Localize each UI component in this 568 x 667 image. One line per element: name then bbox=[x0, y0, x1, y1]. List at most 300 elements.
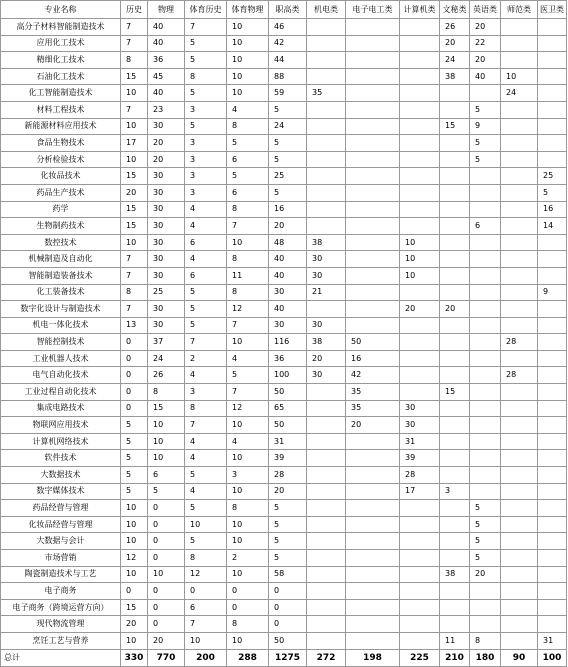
quota-cell bbox=[307, 301, 346, 318]
quota-cell bbox=[501, 599, 538, 616]
quota-cell: 5 bbox=[470, 533, 501, 550]
quota-cell bbox=[346, 433, 400, 450]
major-name-cell: 精细化工技术 bbox=[1, 52, 121, 69]
quota-cell: 3 bbox=[185, 101, 227, 118]
quota-cell bbox=[346, 616, 400, 633]
quota-cell: 15 bbox=[121, 599, 148, 616]
quota-cell bbox=[400, 151, 440, 168]
quota-cell bbox=[501, 384, 538, 401]
quota-cell bbox=[307, 68, 346, 85]
quota-cell: 3 bbox=[227, 467, 269, 484]
quota-cell: 0 bbox=[121, 384, 148, 401]
quota-cell bbox=[538, 135, 567, 152]
quota-cell bbox=[538, 101, 567, 118]
quota-cell: 6 bbox=[470, 218, 501, 235]
major-name-cell: 数字媒体技术 bbox=[1, 483, 121, 500]
total-cell: 330 bbox=[121, 649, 148, 666]
table-row bbox=[1, 616, 567, 633]
quota-cell: 10 bbox=[121, 533, 148, 550]
quota-cell bbox=[470, 334, 501, 351]
total-cell: 180 bbox=[470, 649, 501, 666]
major-name-cell: 智能控制技术 bbox=[1, 334, 121, 351]
quota-cell bbox=[440, 350, 470, 367]
quota-cell: 5 bbox=[269, 151, 307, 168]
quota-cell: 24 bbox=[148, 350, 185, 367]
quota-cell bbox=[400, 52, 440, 69]
quota-cell bbox=[538, 350, 567, 367]
quota-cell: 36 bbox=[269, 350, 307, 367]
quota-cell bbox=[346, 583, 400, 600]
quota-cell: 5 bbox=[269, 516, 307, 533]
quota-cell bbox=[346, 251, 400, 268]
column-header: 历史 bbox=[121, 1, 148, 19]
quota-cell: 88 bbox=[269, 68, 307, 85]
quota-cell: 12 bbox=[227, 400, 269, 417]
quota-cell: 20 bbox=[148, 135, 185, 152]
major-name-cell: 机械制造及自动化 bbox=[1, 251, 121, 268]
quota-cell: 5 bbox=[227, 135, 269, 152]
quota-cell bbox=[307, 433, 346, 450]
quota-cell: 11 bbox=[227, 267, 269, 284]
quota-cell: 36 bbox=[148, 52, 185, 69]
quota-cell bbox=[346, 168, 400, 185]
quota-cell bbox=[440, 251, 470, 268]
quota-cell bbox=[538, 500, 567, 517]
quota-cell bbox=[346, 201, 400, 218]
quota-cell: 15 bbox=[121, 218, 148, 235]
column-header: 英语类 bbox=[470, 1, 501, 19]
quota-cell: 0 bbox=[148, 533, 185, 550]
quota-cell bbox=[400, 184, 440, 201]
quota-cell bbox=[307, 450, 346, 467]
quota-cell: 10 bbox=[227, 483, 269, 500]
quota-cell bbox=[538, 616, 567, 633]
quota-cell: 0 bbox=[148, 583, 185, 600]
quota-cell bbox=[346, 317, 400, 334]
quota-cell: 8 bbox=[148, 384, 185, 401]
quota-cell bbox=[346, 35, 400, 52]
quota-cell: 40 bbox=[148, 19, 185, 36]
quota-cell: 31 bbox=[269, 433, 307, 450]
quota-cell bbox=[400, 317, 440, 334]
quota-cell: 8 bbox=[227, 118, 269, 135]
quota-cell bbox=[501, 450, 538, 467]
quota-cell bbox=[346, 284, 400, 301]
quota-cell: 0 bbox=[121, 583, 148, 600]
column-header: 物理 bbox=[148, 1, 185, 19]
quota-cell bbox=[307, 400, 346, 417]
quota-cell: 10 bbox=[227, 52, 269, 69]
quota-cell: 30 bbox=[148, 184, 185, 201]
column-header: 职高类 bbox=[269, 1, 307, 19]
quota-cell: 16 bbox=[269, 201, 307, 218]
quota-cell: 10 bbox=[121, 118, 148, 135]
quota-cell bbox=[538, 533, 567, 550]
quota-cell: 30 bbox=[148, 234, 185, 251]
quota-cell bbox=[538, 251, 567, 268]
quota-cell: 10 bbox=[227, 68, 269, 85]
quota-cell: 2 bbox=[185, 350, 227, 367]
table-row bbox=[1, 19, 567, 36]
quota-cell: 30 bbox=[307, 317, 346, 334]
quota-cell bbox=[440, 433, 470, 450]
quota-cell bbox=[501, 533, 538, 550]
column-header: 计算机类 bbox=[400, 1, 440, 19]
quota-cell: 5 bbox=[470, 101, 501, 118]
quota-cell bbox=[400, 201, 440, 218]
table-row bbox=[1, 284, 567, 301]
quota-cell: 3 bbox=[185, 184, 227, 201]
table-row bbox=[1, 151, 567, 168]
quota-cell: 7 bbox=[121, 101, 148, 118]
quota-cell bbox=[538, 433, 567, 450]
quota-cell: 48 bbox=[269, 234, 307, 251]
quota-cell bbox=[346, 500, 400, 517]
quota-cell: 12 bbox=[121, 550, 148, 567]
quota-cell: 7 bbox=[121, 301, 148, 318]
quota-cell bbox=[346, 467, 400, 484]
quota-cell: 3 bbox=[185, 151, 227, 168]
quota-cell: 30 bbox=[148, 201, 185, 218]
quota-cell bbox=[400, 35, 440, 52]
quota-cell: 8 bbox=[121, 52, 148, 69]
quota-cell bbox=[538, 35, 567, 52]
major-name-cell: 机电一体化技术 bbox=[1, 317, 121, 334]
quota-cell bbox=[307, 500, 346, 517]
quota-cell bbox=[470, 616, 501, 633]
quota-cell bbox=[440, 234, 470, 251]
quota-cell: 5 bbox=[470, 516, 501, 533]
quota-cell: 30 bbox=[307, 367, 346, 384]
quota-cell: 28 bbox=[501, 367, 538, 384]
quota-cell bbox=[346, 516, 400, 533]
quota-cell: 15 bbox=[440, 384, 470, 401]
quota-cell: 10 bbox=[185, 632, 227, 649]
quota-cell: 30 bbox=[400, 400, 440, 417]
quota-cell: 116 bbox=[269, 334, 307, 351]
quota-cell bbox=[501, 118, 538, 135]
quota-cell bbox=[307, 19, 346, 36]
quota-cell: 37 bbox=[148, 334, 185, 351]
quota-cell bbox=[307, 384, 346, 401]
quota-cell: 4 bbox=[227, 433, 269, 450]
quota-cell: 20 bbox=[346, 417, 400, 434]
quota-cell: 20 bbox=[121, 616, 148, 633]
table-row bbox=[1, 566, 567, 583]
quota-cell: 59 bbox=[269, 85, 307, 102]
quota-cell: 44 bbox=[269, 52, 307, 69]
quota-cell: 3 bbox=[185, 384, 227, 401]
quota-cell: 10 bbox=[400, 267, 440, 284]
quota-cell: 20 bbox=[121, 184, 148, 201]
table-row bbox=[1, 218, 567, 235]
quota-cell: 0 bbox=[148, 500, 185, 517]
quota-cell bbox=[470, 599, 501, 616]
quota-cell bbox=[440, 85, 470, 102]
quota-cell bbox=[538, 52, 567, 69]
quota-cell bbox=[307, 583, 346, 600]
quota-cell: 3 bbox=[185, 135, 227, 152]
major-name-cell: 应用化工技术 bbox=[1, 35, 121, 52]
major-name-cell: 大数据技术 bbox=[1, 467, 121, 484]
quota-cell bbox=[400, 101, 440, 118]
quota-cell bbox=[470, 234, 501, 251]
quota-cell: 10 bbox=[227, 450, 269, 467]
quota-cell: 40 bbox=[470, 68, 501, 85]
quota-cell: 8 bbox=[185, 550, 227, 567]
quota-cell: 20 bbox=[440, 301, 470, 318]
quota-cell bbox=[400, 583, 440, 600]
quota-cell: 50 bbox=[346, 334, 400, 351]
quota-cell: 28 bbox=[400, 467, 440, 484]
quota-cell bbox=[538, 384, 567, 401]
quota-cell: 40 bbox=[269, 267, 307, 284]
major-name-cell: 石油化工技术 bbox=[1, 68, 121, 85]
quota-cell bbox=[307, 533, 346, 550]
column-header: 体育历史 bbox=[185, 1, 227, 19]
table-row bbox=[1, 267, 567, 284]
quota-cell: 8 bbox=[227, 500, 269, 517]
quota-cell: 7 bbox=[121, 251, 148, 268]
quota-cell: 38 bbox=[440, 68, 470, 85]
quota-cell bbox=[501, 632, 538, 649]
table-row bbox=[1, 251, 567, 268]
quota-cell: 9 bbox=[538, 284, 567, 301]
major-name-cell: 生物制药技术 bbox=[1, 218, 121, 235]
quota-cell: 5 bbox=[269, 135, 307, 152]
quota-cell: 8 bbox=[227, 284, 269, 301]
quota-cell: 21 bbox=[307, 284, 346, 301]
quota-cell bbox=[538, 85, 567, 102]
quota-cell: 20 bbox=[307, 350, 346, 367]
quota-cell: 5 bbox=[121, 483, 148, 500]
quota-cell: 3 bbox=[440, 483, 470, 500]
quota-cell bbox=[501, 550, 538, 567]
quota-cell: 10 bbox=[148, 417, 185, 434]
major-name-cell: 大数据与会计 bbox=[1, 533, 121, 550]
quota-cell: 0 bbox=[148, 550, 185, 567]
quota-cell: 6 bbox=[185, 234, 227, 251]
table-row bbox=[1, 516, 567, 533]
major-name-cell: 药品生产技术 bbox=[1, 184, 121, 201]
quota-cell: 15 bbox=[121, 201, 148, 218]
major-name-cell: 化妆品技术 bbox=[1, 168, 121, 185]
column-header: 机电类 bbox=[307, 1, 346, 19]
quota-cell bbox=[501, 516, 538, 533]
major-name-cell: 计算机网络技术 bbox=[1, 433, 121, 450]
quota-cell bbox=[538, 400, 567, 417]
quota-cell: 11 bbox=[440, 632, 470, 649]
quota-cell: 10 bbox=[148, 566, 185, 583]
quota-cell: 4 bbox=[227, 350, 269, 367]
quota-cell bbox=[440, 267, 470, 284]
table-row bbox=[1, 234, 567, 251]
quota-cell bbox=[501, 417, 538, 434]
quota-cell: 12 bbox=[227, 301, 269, 318]
quota-cell: 5 bbox=[185, 301, 227, 318]
major-name-cell: 电子商务（跨境运营方向） bbox=[1, 599, 121, 616]
quota-cell: 6 bbox=[227, 151, 269, 168]
quota-cell bbox=[440, 201, 470, 218]
quota-cell: 8 bbox=[185, 68, 227, 85]
quota-cell bbox=[470, 251, 501, 268]
quota-cell: 0 bbox=[269, 583, 307, 600]
quota-cell bbox=[470, 301, 501, 318]
quota-cell: 7 bbox=[185, 19, 227, 36]
quota-cell: 5 bbox=[227, 168, 269, 185]
quota-cell: 14 bbox=[538, 218, 567, 235]
quota-cell: 8 bbox=[227, 201, 269, 218]
quota-cell: 5 bbox=[121, 450, 148, 467]
quota-cell bbox=[400, 19, 440, 36]
quota-cell: 40 bbox=[148, 35, 185, 52]
quota-cell bbox=[400, 85, 440, 102]
quota-cell: 30 bbox=[148, 317, 185, 334]
quota-cell: 42 bbox=[346, 367, 400, 384]
quota-cell: 30 bbox=[148, 218, 185, 235]
quota-cell: 5 bbox=[470, 550, 501, 567]
major-name-cell: 现代物流管理 bbox=[1, 616, 121, 633]
quota-cell bbox=[307, 467, 346, 484]
quota-cell bbox=[501, 101, 538, 118]
quota-cell bbox=[307, 632, 346, 649]
major-name-cell: 数字化设计与制造技术 bbox=[1, 301, 121, 318]
major-name-cell: 化妆品经营与管理 bbox=[1, 516, 121, 533]
quota-cell bbox=[400, 616, 440, 633]
quota-cell: 10 bbox=[121, 151, 148, 168]
quota-cell: 23 bbox=[148, 101, 185, 118]
quota-cell: 5 bbox=[538, 184, 567, 201]
quota-cell: 5 bbox=[227, 367, 269, 384]
quota-cell bbox=[501, 400, 538, 417]
quota-cell bbox=[470, 483, 501, 500]
quota-cell bbox=[440, 101, 470, 118]
quota-cell: 9 bbox=[470, 118, 501, 135]
quota-cell bbox=[440, 550, 470, 567]
quota-cell bbox=[346, 101, 400, 118]
major-name-cell: 集成电路技术 bbox=[1, 400, 121, 417]
quota-cell: 30 bbox=[148, 168, 185, 185]
quota-cell bbox=[440, 168, 470, 185]
quota-cell: 5 bbox=[269, 101, 307, 118]
quota-cell bbox=[501, 350, 538, 367]
column-header: 体育物理 bbox=[227, 1, 269, 19]
quota-cell: 50 bbox=[269, 417, 307, 434]
quota-cell: 38 bbox=[440, 566, 470, 583]
quota-cell: 10 bbox=[121, 234, 148, 251]
quota-cell bbox=[440, 151, 470, 168]
table-row bbox=[1, 201, 567, 218]
quota-cell bbox=[346, 450, 400, 467]
quota-cell: 13 bbox=[121, 317, 148, 334]
quota-cell: 5 bbox=[185, 35, 227, 52]
table-row bbox=[1, 168, 567, 185]
quota-cell: 5 bbox=[185, 317, 227, 334]
column-header-major: 专业名称 bbox=[1, 1, 121, 19]
quota-cell: 8 bbox=[121, 284, 148, 301]
major-name-cell: 药品经营与管理 bbox=[1, 500, 121, 517]
quota-cell bbox=[307, 483, 346, 500]
quota-cell: 40 bbox=[148, 85, 185, 102]
quota-cell bbox=[501, 467, 538, 484]
quota-cell: 8 bbox=[227, 616, 269, 633]
quota-cell bbox=[346, 184, 400, 201]
quota-cell bbox=[470, 417, 501, 434]
quota-cell bbox=[400, 550, 440, 567]
quota-cell bbox=[307, 566, 346, 583]
quota-cell bbox=[501, 218, 538, 235]
quota-cell bbox=[538, 599, 567, 616]
quota-cell bbox=[501, 317, 538, 334]
quota-cell bbox=[538, 234, 567, 251]
quota-cell: 30 bbox=[307, 251, 346, 268]
quota-cell bbox=[346, 301, 400, 318]
quota-cell bbox=[307, 135, 346, 152]
quota-cell bbox=[400, 367, 440, 384]
quota-cell bbox=[307, 550, 346, 567]
quota-cell bbox=[538, 550, 567, 567]
quota-cell: 24 bbox=[440, 52, 470, 69]
quota-cell bbox=[440, 599, 470, 616]
quota-cell: 5 bbox=[121, 417, 148, 434]
quota-cell: 26 bbox=[148, 367, 185, 384]
table-row bbox=[1, 135, 567, 152]
quota-cell bbox=[501, 583, 538, 600]
major-name-cell: 物联网应用技术 bbox=[1, 417, 121, 434]
quota-cell: 31 bbox=[538, 632, 567, 649]
quota-cell bbox=[501, 19, 538, 36]
column-header: 师范类 bbox=[501, 1, 538, 19]
quota-cell: 24 bbox=[269, 118, 307, 135]
quota-cell bbox=[440, 450, 470, 467]
quota-cell: 4 bbox=[185, 367, 227, 384]
quota-cell bbox=[346, 19, 400, 36]
quota-cell bbox=[307, 417, 346, 434]
quota-cell bbox=[346, 52, 400, 69]
quota-cell: 0 bbox=[269, 599, 307, 616]
quota-cell: 30 bbox=[400, 417, 440, 434]
quota-cell: 17 bbox=[121, 135, 148, 152]
quota-cell: 5 bbox=[269, 500, 307, 517]
quota-cell: 7 bbox=[227, 218, 269, 235]
quota-cell: 16 bbox=[538, 201, 567, 218]
quota-cell: 35 bbox=[346, 384, 400, 401]
quota-cell: 5 bbox=[470, 135, 501, 152]
quota-cell: 4 bbox=[185, 450, 227, 467]
quota-cell: 20 bbox=[470, 566, 501, 583]
quota-cell: 50 bbox=[269, 632, 307, 649]
quota-cell: 30 bbox=[148, 267, 185, 284]
quota-cell: 10 bbox=[121, 85, 148, 102]
quota-cell: 3 bbox=[185, 168, 227, 185]
quota-cell bbox=[470, 168, 501, 185]
quota-cell: 30 bbox=[269, 317, 307, 334]
quota-cell: 0 bbox=[148, 516, 185, 533]
quota-cell: 8 bbox=[470, 632, 501, 649]
quota-cell: 5 bbox=[148, 483, 185, 500]
quota-cell: 7 bbox=[121, 19, 148, 36]
quota-cell: 39 bbox=[400, 450, 440, 467]
major-name-cell: 分析检验技术 bbox=[1, 151, 121, 168]
quota-cell: 35 bbox=[307, 85, 346, 102]
quota-cell bbox=[538, 118, 567, 135]
quota-cell bbox=[440, 516, 470, 533]
quota-cell: 5 bbox=[185, 533, 227, 550]
quota-cell bbox=[440, 317, 470, 334]
quota-cell bbox=[470, 367, 501, 384]
quota-cell: 15 bbox=[148, 400, 185, 417]
quota-cell bbox=[346, 550, 400, 567]
